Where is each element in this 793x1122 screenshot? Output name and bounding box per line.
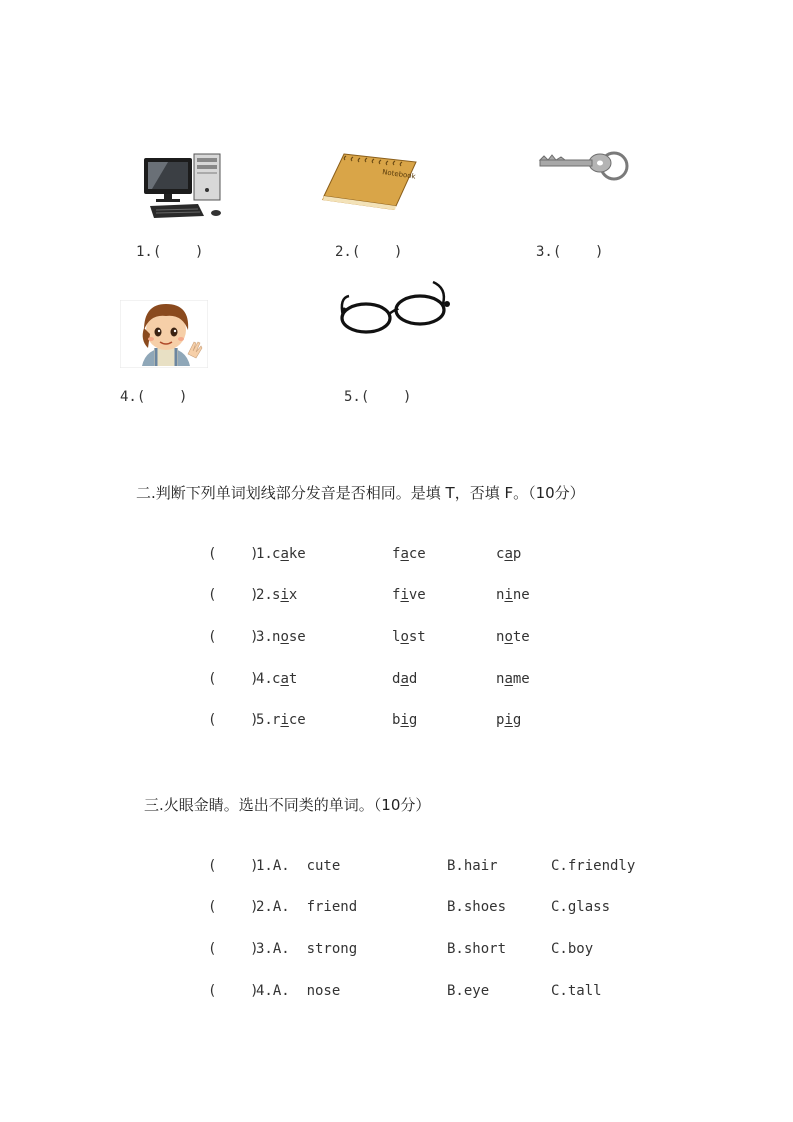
word-3 xyxy=(496,712,521,728)
answer-bracket[interactable]: ( ) xyxy=(208,712,259,728)
underlined-letter: i xyxy=(504,712,513,728)
answer-bracket[interactable]: ( ) xyxy=(208,899,259,915)
word-part: d xyxy=(392,671,401,687)
section-3-title: 三.火眼金睛。选出不同类的单词。（10分） xyxy=(144,796,431,814)
underlined-letter: a xyxy=(504,671,513,687)
word-part: ke xyxy=(288,546,306,562)
word-part: me xyxy=(512,671,530,687)
word-part: c xyxy=(496,546,505,562)
word-part: f xyxy=(392,546,401,562)
word-part: ce xyxy=(288,712,306,728)
underlined-letter: a xyxy=(280,546,289,562)
picture-label-2: 2.( ) xyxy=(335,244,403,260)
picture-label-4: 4.( ) xyxy=(120,389,188,405)
underlined-letter: i xyxy=(504,587,513,603)
word-part: c xyxy=(272,546,281,562)
question-number: 1. xyxy=(256,546,273,562)
underlined-letter: i xyxy=(280,712,289,728)
word-1 xyxy=(272,712,306,728)
option-c: C.friendly xyxy=(551,858,636,874)
word-part: n xyxy=(496,587,505,603)
underlined-letter: i xyxy=(400,587,409,603)
word-part: r xyxy=(272,712,281,728)
answer-bracket[interactable]: ( ) xyxy=(208,629,259,645)
word-part: x xyxy=(288,587,298,603)
underlined-letter: a xyxy=(504,546,513,562)
word-part: c xyxy=(272,671,281,687)
option-b: B.short xyxy=(447,941,507,957)
word-part: n xyxy=(496,671,505,687)
word-part: st xyxy=(408,629,426,645)
word-part: p xyxy=(512,546,522,562)
word-part: ve xyxy=(408,587,426,603)
section-2-title: 二.判断下列单词划线部分发音是否相同。是填 T，否填 F。（10分） xyxy=(136,484,585,502)
answer-bracket[interactable]: ( ) xyxy=(208,858,259,874)
word-part: b xyxy=(392,712,401,728)
option-c: C.boy xyxy=(551,941,594,957)
word-part: se xyxy=(288,629,306,645)
word-2 xyxy=(392,629,426,645)
option-a: 1.A. cute xyxy=(256,858,341,874)
word-2 xyxy=(392,712,417,728)
word-part: t xyxy=(288,671,298,687)
word-part: ce xyxy=(408,546,426,562)
answer-bracket[interactable]: ( ) xyxy=(208,587,259,603)
word-2 xyxy=(392,671,417,687)
word-3 xyxy=(496,587,530,603)
option-b: B.hair xyxy=(447,858,498,874)
question-number: 4. xyxy=(256,671,273,687)
option-b: B.eye xyxy=(447,983,490,999)
word-part: g xyxy=(512,712,522,728)
word-part: p xyxy=(496,712,505,728)
girl-picture xyxy=(120,300,208,368)
word-2 xyxy=(392,587,426,603)
underlined-letter: a xyxy=(400,546,409,562)
word-part: te xyxy=(512,629,530,645)
word-1 xyxy=(272,671,297,687)
underlined-letter: o xyxy=(400,629,409,645)
notebook-cover-label: Notebook xyxy=(381,168,417,181)
underlined-letter: i xyxy=(400,712,409,728)
option-b: B.shoes xyxy=(447,899,507,915)
underlined-letter: o xyxy=(280,629,289,645)
underlined-letter: i xyxy=(280,587,289,603)
picture-label-3: 3.( ) xyxy=(536,244,604,260)
key-picture xyxy=(534,146,630,186)
word-1 xyxy=(272,546,306,562)
word-3 xyxy=(496,629,530,645)
computer-picture xyxy=(138,150,230,222)
option-a: 4.A. nose xyxy=(256,983,341,999)
word-3 xyxy=(496,671,530,687)
answer-bracket[interactable]: ( ) xyxy=(208,546,259,562)
question-number: 3. xyxy=(256,629,273,645)
option-a: 2.A. friend xyxy=(256,899,358,915)
word-part: d xyxy=(408,671,418,687)
word-part: n xyxy=(496,629,505,645)
word-1 xyxy=(272,629,306,645)
word-part: s xyxy=(272,587,281,603)
word-part: l xyxy=(392,629,401,645)
option-c: C.tall xyxy=(551,983,602,999)
underlined-letter: a xyxy=(280,671,289,687)
underlined-letter: o xyxy=(504,629,513,645)
glasses-picture xyxy=(336,280,456,336)
question-number: 2. xyxy=(256,587,273,603)
word-3 xyxy=(496,546,521,562)
answer-bracket[interactable]: ( ) xyxy=(208,671,259,687)
word-part: g xyxy=(408,712,418,728)
word-2 xyxy=(392,546,426,562)
underlined-letter: a xyxy=(400,671,409,687)
notebook-picture xyxy=(320,152,418,214)
answer-bracket[interactable]: ( ) xyxy=(208,941,259,957)
word-part: n xyxy=(272,629,281,645)
option-a: 3.A. strong xyxy=(256,941,358,957)
word-part: f xyxy=(392,587,401,603)
answer-bracket[interactable]: ( ) xyxy=(208,983,259,999)
word-part: ne xyxy=(512,587,530,603)
picture-label-5: 5.( ) xyxy=(344,389,412,405)
word-1 xyxy=(272,587,297,603)
option-c: C.glass xyxy=(551,899,611,915)
question-number: 5. xyxy=(256,712,273,728)
picture-label-1: 1.( ) xyxy=(136,244,204,260)
